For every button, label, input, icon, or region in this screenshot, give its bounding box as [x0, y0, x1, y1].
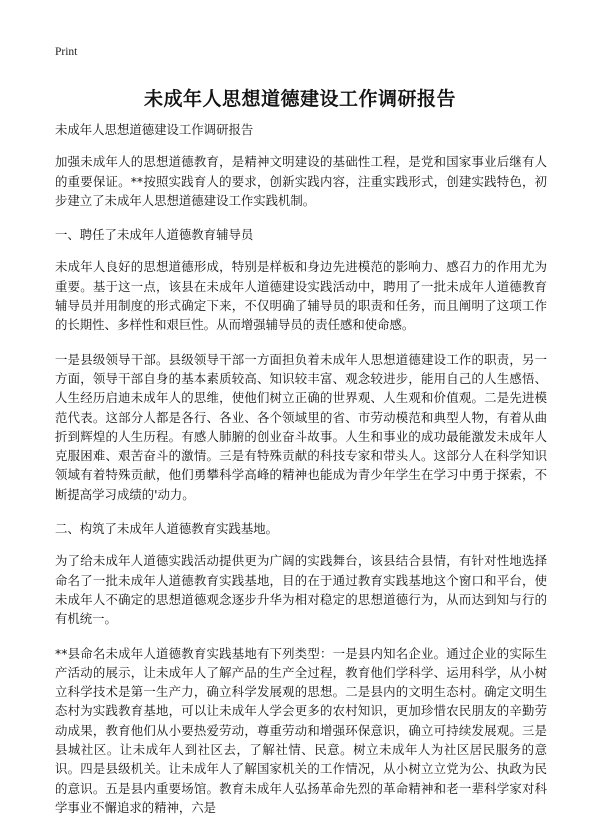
section-1-paragraph-2: 一是县级领导干部。县级领导干部一方面担负着未成年人思想道德建设工作的职责，另一方面，领导干部自身的基本素质较高、知识较丰富、观念较进步，能用自己的人生感悟、人生经历启迪未成年人的思维，使他们树立正确的世界观、人生观和价值观。二是先进模范代表。这部分人都是各行、各业、各个领域里的省、市劳动模范和典型人物，有着从曲折到辉煌的人生历程。有感人肺腑的创业奋斗故事。人生和事业的成功最能激发未成年人克服困难、艰苦奋斗的激情。三是有特殊贡献的科技专家和带头人。这部分人在科学知识领域有着特殊贡献，他们勇攀科学高峰的精神也能成为青少年学生在学习中勇于探索，不断提高学习成绩的'动力。	[55, 351, 547, 502]
section-2-heading: 二、构筑了未成年人道德教育实践基地。	[55, 521, 279, 537]
print-link[interactable]: Print	[55, 46, 78, 58]
document-body	[55, 120, 547, 832]
document-title: 未成年人思想道德建设工作调研报告	[143, 88, 456, 110]
intro-paragraph: 加强未成年人的思想道德教育，是精神文明建设的基础性工程，是党和国家事业后继有人的重要保证。**按照实践育人的要求，创新实践内容，注重实践形式，创建实践特色，初步建立了未成年人思想道德建设工作实践机制。	[55, 154, 547, 208]
section-1-heading: 一、聘任了未成年人道德教育辅导员	[55, 227, 254, 243]
document-subtitle: 未成年人思想道德建设工作调研报告	[55, 122, 254, 137]
section-2-paragraph-1: 为了给未成年人道德实践活动提供更为广阔的实践舞台，该县结合县情，有针对性地选择命名了一批未成年人道德教育实践基地，目的在于通过教育实践基地这个窗口和平台，使未成年人不确定的思想道德观念逐步升华为相对稳定的思想道德行为，从而达到知与行的有机统一。	[55, 553, 547, 627]
section-2-paragraph-2: **县命名未成年人道德教育实践基地有下列类型：一是县内知名企业。通过企业的实际生产活动的展示，让未成年人了解产品的生产全过程，教育他们学科学、运用科学，从小树立科学技术是第一生产力，确立科学发展观的思想。二是县内的文明生态村。确定文明生态村为实践教育基地，可以让未成年人学会更多的农村知识，更加珍惜农民朋友的辛勤劳动成果，教育他们从小要热爱劳动，尊重劳动和增强环保意识，确立可持续发展观。三是县城社区。让未成年人到社区去，了解社情、民意。树立未成年人为社区居民服务的意识。四是县级机关。让未成年人了解国家机关的工作情况，从小树立立党为公、执政为民的意识。五是县内重要场馆。教育未成年人弘扬革命先烈的革命精神和老一辈科学家对科学事业不懈追求的精神，六是	[55, 645, 547, 815]
section-1-paragraph-1: 未成年人良好的思想道德形成，特别是样板和身边先进模范的影响力、感召力的作用尤为重要。基于这一点，该县在未成年人道德建设实践活动中，聘用了一批未成年人道德教育辅导员并用制度的形式确定下来，不仅明确了辅导员的职责和任务，而且阐明了这项工作的长期性、多样性和艰巨性。从而增强辅导员的责任感和使命感。	[55, 259, 547, 333]
